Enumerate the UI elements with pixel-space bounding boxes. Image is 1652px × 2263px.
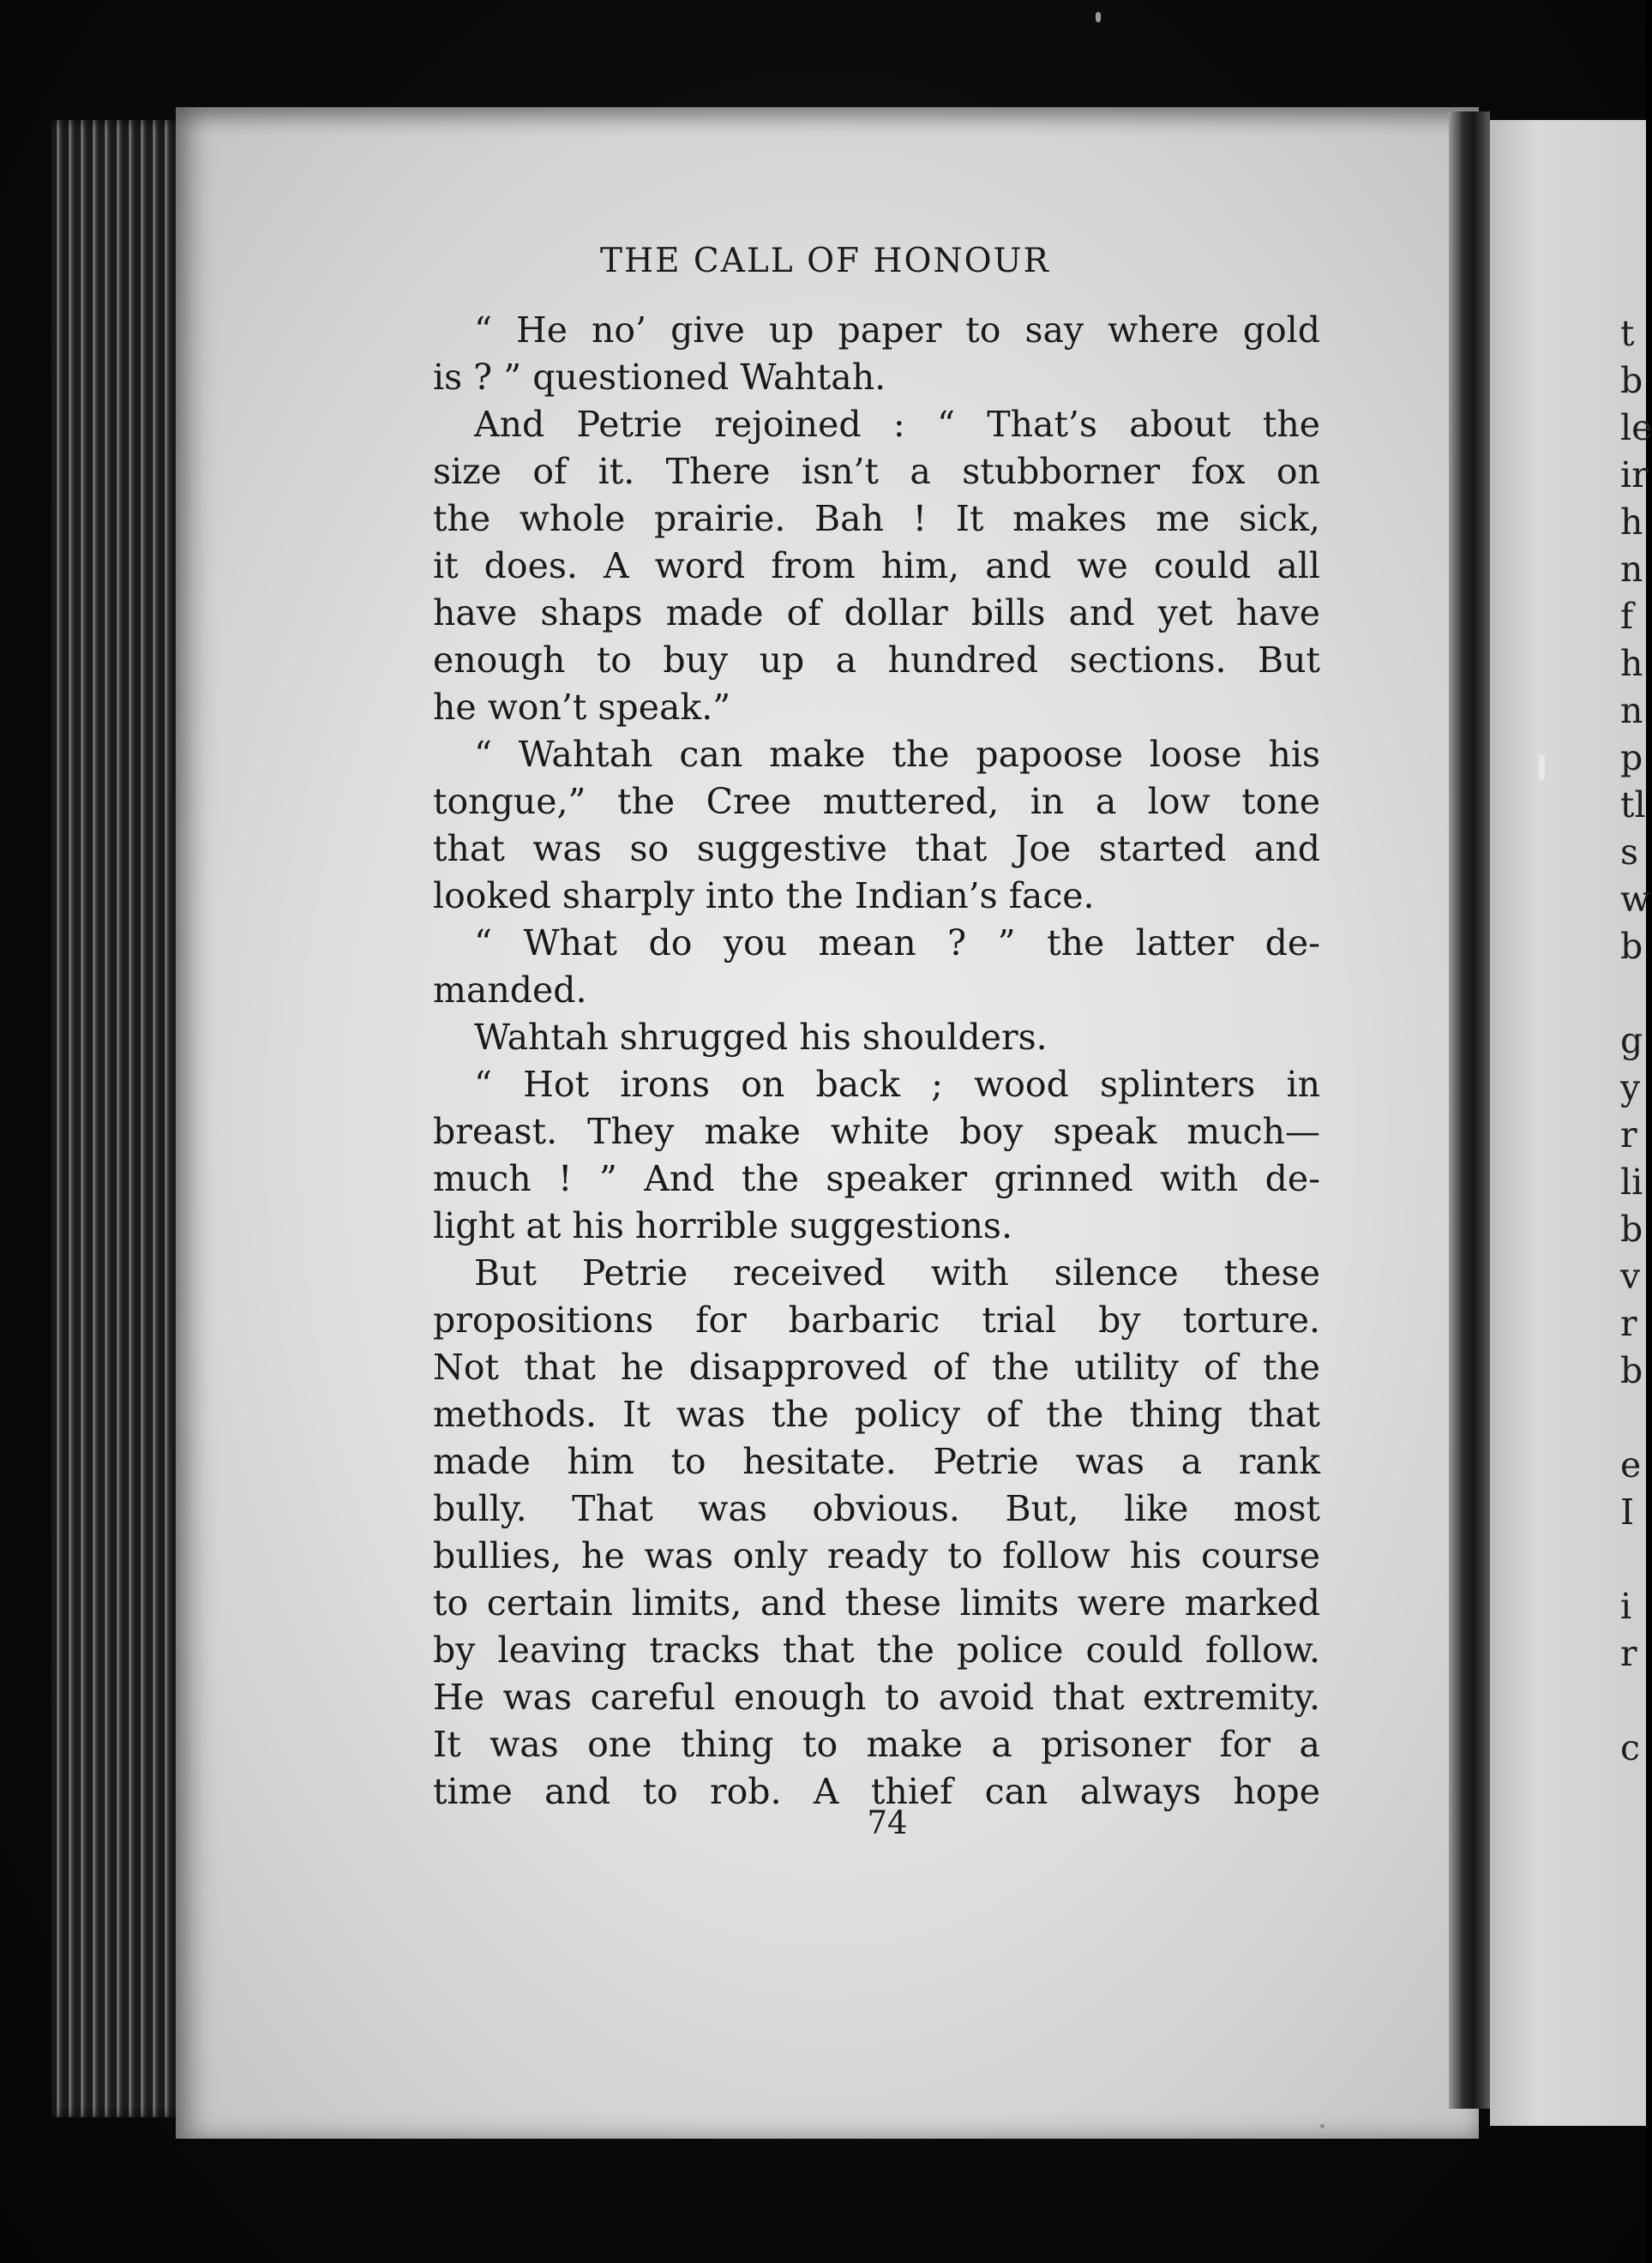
body-text (433, 307, 1320, 1816)
text-line: methods. It was the policy of the thing that (433, 1394, 1320, 1435)
text-line: manded. (433, 969, 587, 1011)
text-fragment: i (1620, 1586, 1632, 1627)
text-line: time and to rob. A thief can always hope (433, 1771, 1320, 1812)
dust-speck (1320, 2124, 1325, 2128)
text-line: “ Wahtah can make the papoose loose his (474, 734, 1320, 775)
text-fragment (1620, 1678, 1646, 1725)
text-line: is ? ” questioned Wahtah. (433, 357, 886, 398)
text-fragment: y (1620, 1067, 1641, 1108)
text-fragment: tl (1620, 784, 1646, 825)
text-line: by leaving tracks that the police could follow. (433, 1630, 1320, 1671)
text-line: looked sharply into the Indian’s face. (433, 875, 1095, 916)
text-line: size of it. There isn’t a stubborner fox on (433, 451, 1320, 492)
text-fragment: s (1620, 831, 1639, 873)
text-line: Wahtah shrugged his shoulders. (474, 1017, 1048, 1058)
text-line: breast. They make white boy speak much— (433, 1111, 1320, 1152)
text-fragment: I (1620, 1492, 1635, 1533)
text-line: the whole prairie. Bah ! It makes me sick, (433, 498, 1320, 539)
text-fragment (1620, 970, 1646, 1017)
text-line: tongue,” the Cree muttered, in a low tone (433, 781, 1320, 822)
text-fragment: ir (1620, 454, 1649, 495)
text-fragment: n (1620, 549, 1643, 590)
running-head: THE CALL OF HONOUR (600, 242, 1050, 280)
text-fragment (1620, 1395, 1646, 1442)
text-fragment: li (1620, 1162, 1643, 1203)
text-fragment: p (1620, 737, 1643, 778)
text-fragment: h (1620, 501, 1643, 543)
text-line: made him to hesitate. Petrie was a rank (433, 1441, 1320, 1482)
page-number: 74 (867, 1804, 908, 1841)
text-line: “ He no’ give up paper to say where gold (474, 309, 1320, 351)
text-line: propositions for barbaric trial by torture. (433, 1300, 1320, 1341)
text-fragment: w (1620, 879, 1651, 920)
text-line: he won’t speak.” (433, 687, 731, 728)
text-fragment: n (1620, 690, 1643, 731)
text-line: bully. That was obvious. But, like most (433, 1488, 1320, 1529)
text-fragment: t (1620, 313, 1635, 354)
text-fragment: c (1620, 1727, 1640, 1768)
text-fragment: v (1620, 1256, 1641, 1297)
text-fragment: r (1620, 1303, 1637, 1344)
text-line: much ! ” And the speaker grinned with de- (433, 1158, 1320, 1199)
text-line: have shaps made of dollar bills and yet have (433, 592, 1320, 633)
text-line: that was so suggestive that Joe started and (433, 828, 1320, 869)
text-fragment: g (1620, 1020, 1643, 1061)
text-fragment: e (1620, 1444, 1642, 1486)
text-line: light at his horrible suggestions. (433, 1205, 1012, 1246)
dust-speck (1096, 12, 1101, 22)
text-line: enough to buy up a hundred sections. But (433, 639, 1320, 681)
text-line: It was one thing to make a prisoner for a (433, 1724, 1320, 1765)
dust-speck (1539, 754, 1545, 780)
text-line: And Petrie rejoined : “ That’s about the (474, 404, 1320, 445)
text-line: “ What do you mean ? ” the latter de- (474, 922, 1320, 963)
book-gutter (1449, 111, 1490, 2109)
text-line: to certain limits, and these limits were marked (433, 1582, 1320, 1624)
text-line: it does. A word from him, and we could all (433, 545, 1320, 586)
text-line: “ Hot irons on back ; wood splinters in (474, 1064, 1320, 1105)
text-fragment: r (1620, 1114, 1637, 1156)
text-fragment: b (1620, 926, 1643, 967)
text-fragment: le (1620, 407, 1652, 448)
right-page-text-fragments (1620, 310, 1652, 1772)
text-fragment: f (1620, 596, 1634, 637)
text-fragment: b (1620, 1350, 1643, 1391)
text-fragment: b (1620, 1209, 1643, 1250)
text-line: He was careful enough to avoid that extremity. (433, 1677, 1320, 1718)
text-line: Not that he disapproved of the utility of the (433, 1347, 1320, 1388)
text-line: bullies, he was only ready to follow his course (433, 1535, 1320, 1576)
text-fragment (1620, 1536, 1646, 1583)
text-fragment: h (1620, 643, 1643, 684)
text-fragment: r (1620, 1633, 1637, 1674)
text-line: But Petrie received with silence these (474, 1252, 1320, 1294)
text-fragment: b (1620, 360, 1643, 401)
